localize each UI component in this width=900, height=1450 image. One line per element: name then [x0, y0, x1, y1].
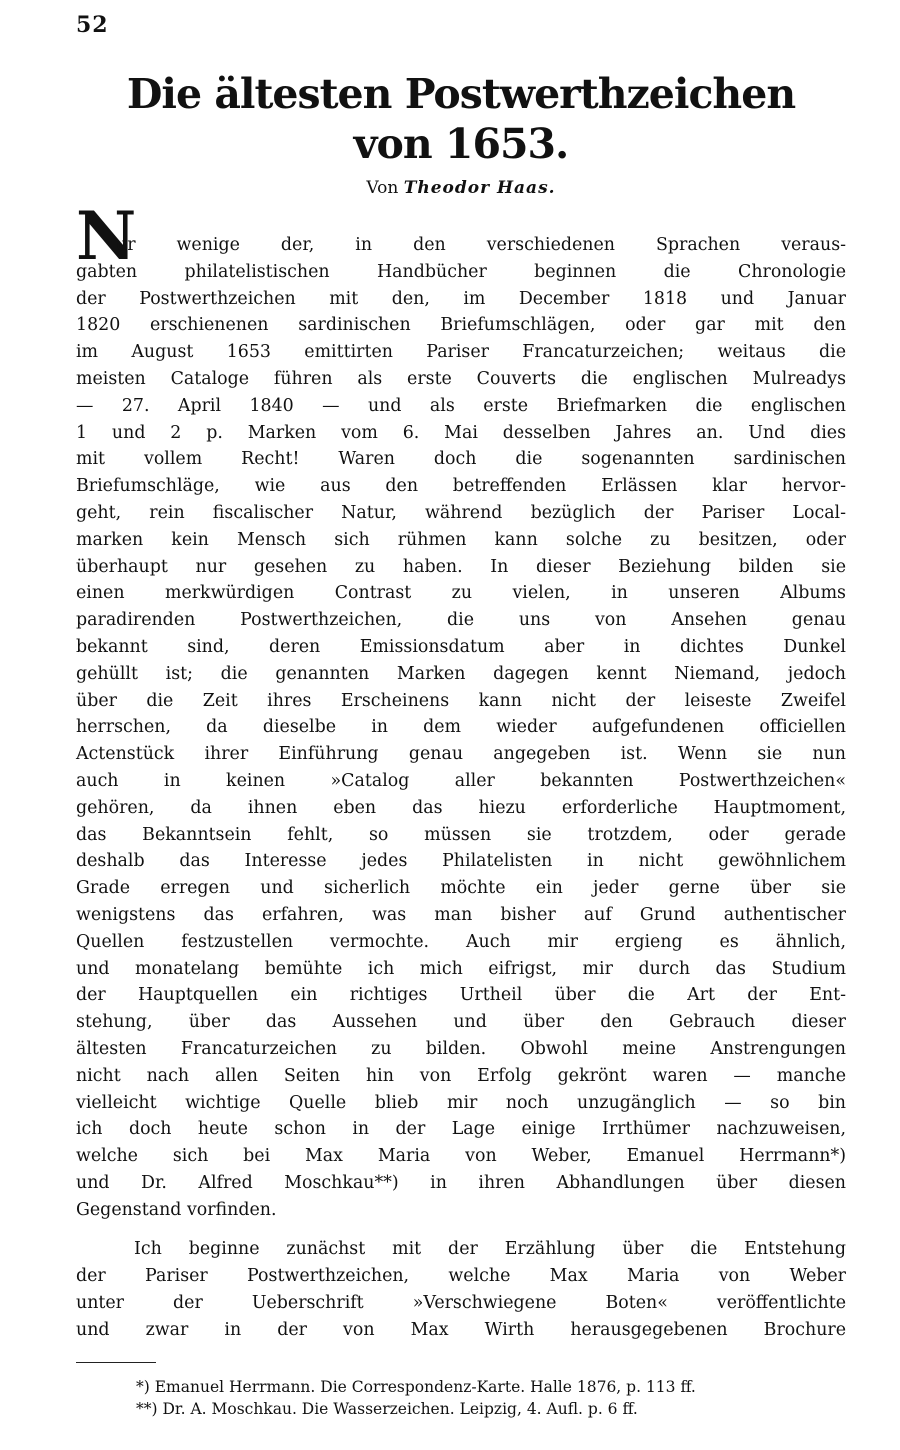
paragraph-1-line: über die Zeit ihres Erscheinens kann nicht der leiseste Zweifel — [76, 690, 846, 711]
paragraph-1-line: marken kein Mensch sich rühmen kann solche zu besitzen, oder — [76, 529, 846, 550]
paragraph-1-line: paradirenden Postwerthzeichen, die uns von Ansehen genau — [76, 610, 846, 631]
paragraph-1-line: der Postwerthzeichen mit den, im December 1818 und Januar — [76, 288, 846, 309]
paragraph-1-line: wenigstens das erfahren, was man bisher auf Grund authentischer — [76, 904, 846, 925]
paragraph-1-line: Actenstück ihrer Einführung genau angegeben ist. Wenn sie nun — [76, 744, 846, 765]
paragraph-1-line: gehüllt ist; die genannten Marken dagegen kennt Niemand, jedoch — [76, 663, 846, 684]
byline-prefix: Von — [366, 178, 399, 198]
paragraph-1-line: vielleicht wichtige Quelle blieb mir noch unzugänglich — so bin — [76, 1092, 846, 1113]
paragraph-1-line: mit vollem Recht! Waren doch die sogenannten sardinischen — [76, 449, 846, 470]
paragraph-1-line: meisten Cataloge führen als erste Couverts die englischen Mulreadys — [76, 368, 846, 389]
paragraph-1-line: überhaupt nur gesehen zu haben. In dieser Beziehung bilden sie — [76, 556, 846, 577]
paragraph-2 — [76, 1236, 846, 1344]
paragraph-1-line: ich doch heute schon in der Lage einige Irrthümer nachzuweisen, — [76, 1119, 846, 1140]
paragraph-1-line: Quellen festzustellen vermochte. Auch mir ergieng es ähnlich, — [76, 931, 846, 952]
paragraph-1-line: geht, rein fiscalischer Natur, während bezüglich der Pariser Local- — [76, 502, 846, 523]
paragraph-1-line: bekannt sind, deren Emissionsdatum aber in dichtes Dunkel — [76, 636, 846, 657]
paragraph-1-line: Grade erregen und sicherlich möchte ein jeder gerne über sie — [76, 878, 846, 899]
byline — [76, 178, 846, 198]
paragraph-2-line: und zwar in der von Max Wirth herausgegebenen Brochure — [76, 1320, 846, 1340]
footnotes — [136, 1376, 846, 1420]
paragraph-1-line: 1 und 2 p. Marken vom 6. Mai desselben Jahres an. Und dies — [76, 422, 846, 443]
paragraph-1-line: im August 1653 emittirten Pariser Francaturzeichen; weitaus die — [76, 342, 846, 363]
paragraph-1-line: und Dr. Alfred Moschkau**) in ihren Abhandlungen über diesen — [76, 1172, 846, 1193]
paragraph-1-line: gehören, da ihnen eben das hiezu erforderliche Hauptmoment, — [76, 797, 846, 818]
paragraph-1-line: — 27. April 1840 — und als erste Briefmarken die englischen — [76, 395, 846, 416]
paragraph-1-line: nicht nach allen Seiten hin von Erfolg gekrönt waren — manche — [76, 1065, 846, 1086]
footnote: **) Dr. A. Moschkau. Die Wasserzeichen. Leipzig, 4. Aufl. p. 6 ff. — [136, 1400, 638, 1418]
paragraph-1 — [76, 232, 846, 1223]
paragraph-1-line: deshalb das Interesse jedes Philatelisten in nicht gewöhnlichem — [76, 851, 846, 872]
article-title-line-1: Die ältesten Postwerthzeichen — [126, 70, 796, 118]
paragraph-1-line: auch in keinen »Catalog aller bekannten Postwerthzeichen« — [76, 770, 846, 791]
paragraph-2-line: der Pariser Postwerthzeichen, welche Max Maria von Weber — [76, 1266, 846, 1286]
footnote: *) Emanuel Herrmann. Die Correspondenz-Karte. Halle 1876, p. 113 ff. — [136, 1378, 696, 1396]
paragraph-1-line: ältesten Francaturzeichen zu bilden. Obwohl meine Anstrengungen — [76, 1038, 846, 1059]
paragraph-1-line: 1820 erschienenen sardinischen Briefumschlägen, oder gar mit den — [76, 315, 846, 336]
paragraph-1-line: welche sich bei Max Maria von Weber, Emanuel Herrmann*) — [76, 1146, 846, 1167]
paragraph-2-line: Ich beginne zunächst mit der Erzählung über die Entstehung — [134, 1239, 846, 1259]
paragraph-1-line: und monatelang bemühte ich mich eifrigst, mir durch das Studium — [76, 958, 846, 979]
paragraph-1-line: der Hauptquellen ein richtiges Urtheil über die Art der Ent- — [76, 985, 846, 1006]
paragraph-1-line: herrschen, da dieselbe in dem wieder aufgefundenen officiellen — [76, 717, 846, 738]
paragraph-1-line: Briefumschläge, wie aus den betreffenden Erlässen klar hervor- — [76, 476, 846, 497]
paragraph-1-line: stehung, über das Aussehen und über den Gebrauch dieser — [76, 1012, 846, 1033]
article-title-line-2: von 1653. — [353, 120, 569, 168]
footnote-divider — [76, 1362, 156, 1363]
drop-cap: N — [76, 197, 137, 275]
paragraph-1-line: Gegenstand vorfinden. — [76, 1199, 277, 1220]
paragraph-2-line: unter der Ueberschrift »Verschwiegene Boten« veröffentlichte — [76, 1293, 846, 1313]
paragraph-1-line: gabten philatelistischen Handbücher beginnen die Chronologie — [76, 261, 846, 282]
paragraph-1-line: einen merkwürdigen Contrast zu vielen, in unseren Albums — [76, 583, 846, 604]
paragraph-1-line: das Bekanntsein fehlt, so müssen sie trotzdem, oder gerade — [76, 824, 846, 845]
paragraph-1-line: ur wenige der, in den verschiedenen Sprachen veraus- — [116, 235, 846, 255]
page-number: 52 — [76, 12, 109, 38]
byline-author: Theodor Haas. — [403, 178, 556, 198]
